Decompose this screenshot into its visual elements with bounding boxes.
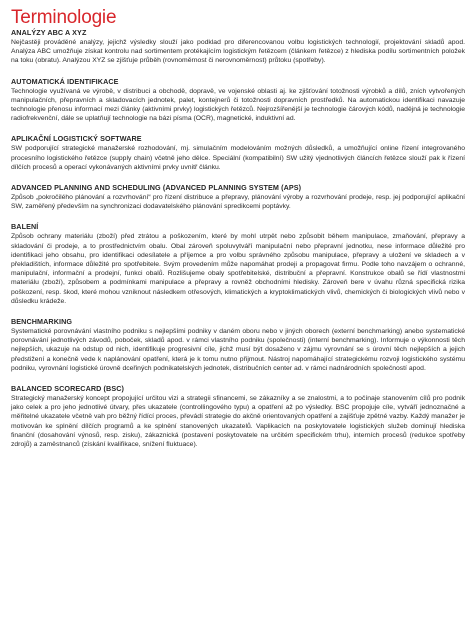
glossary-entry bbox=[11, 28, 465, 66]
entry-term: ANALÝZY ABC A XYZ bbox=[11, 28, 87, 37]
entry-definition: Způsob ochrany materiálu (zboží) před ztrátou a poškozením, které by mohl utrpět nebo způsobit během manipulace, zmaňování, přepravy a skladování či prodeje, a to prostřednictvím obalu. Obal zároveň spoluvytváří manipulační nebo přepravní jednotku, nese informace důležité pro identifikaci jeho obsahu, pro identifikaci odesílatele a příjemce a pro volbu správného způsobu manipulace, přepravy a uložení ve skladech a v překladištích, informace důležité pro spotřebitele. Svým provedením může napomáhat prodeji a propagovat firmu. Podle toho navzájem o ochranné, manipulační, informační a prodejní, funkci obalů. Rozlišujeme obaly spotřebitelské, distribuční a přepravní. Konstrukce obalů se řídí vlastnostmi materiálu (zboží), způsobem a podmínkami manipulace a přepravy a rovněž obchodními hledisky. Zároveň bere v úvahu různá specifická rizika poškození, resp. škod, které mohou vzniknout následkem otřesových, klimatických a kryptoklimatických vlivů, chemických či biologických vlivů nebo v důsledku krádeže. bbox=[11, 233, 465, 305]
entry-term: BENCHMARKING bbox=[11, 317, 73, 327]
entry-definition: SW podporující strategické manažerské rozhodování, mj. simulačním modelováním možných důsledků, a umožňující online řízení integrovaného procesního logistického řetězce (supply chain) včetně jeho dělce. Speciální (kompatibilní) SW užitý vjednotlivých článcích řetězce slouží pak k řízení dílčích procesů a operací vykonávaných aktivními prvky uvnitř článku. bbox=[11, 145, 465, 171]
entry-term: APLIKAČNÍ LOGISTICKÝ SOFTWARE bbox=[11, 134, 142, 144]
glossary-entry bbox=[11, 222, 465, 306]
entry-definition: Technologie využívaná ve výrobě, v distribuci a obchodě, dopravě, ve vojenské oblasti aj. ke zjišťování totožnosti výrobků a dílů, zních vytvořených manipulačních, přepravních a skladovacích jednotek, palet, kontejnerů či totožnosti dopravních prostředků. Na automatickou identifikaci navazuje technologie přenosu informací mezi články (aktivními prvky) logistických řetězců. Nejrozšířenější je technologie čárových kódů, nadějná je technologie radiofrekvenční, dále se uplatňují technologie na bázi písma (OCR), magnetické, induktivní ad. bbox=[11, 87, 465, 123]
entry-term: AUTOMATICKÁ IDENTIFIKACE bbox=[11, 76, 119, 86]
page-title: Terminologie bbox=[11, 7, 117, 28]
entry-definition: Systematické porovnávání vlastního podniku s nejlepšími podniky v daném oboru nebo v jiných oborech (externí benchmarking) anebo systematické porovnávání jednotlivých závodů, poboček, skladů apod. v rámci vlastního podniku (společnosti) (interní benchmarking). Informuje o výkonnosti těch nejlepších, ukazuje na odstup od nich, identifikuje progresivní cíle, jichž musí být dosaženo v zájmu vyrovnání se s úrovní těch nejlepších a jejich předstižení a konečně vede k naplánování opatření, která je k tomu nutno přijmout. Nástroj napomáhající strategickému rozvoji logistického systému podniku, vyrovnání logistické úrovně dceřiných podnikatelských jednotek, distribučních center ad. v rámci nadnárodních společností apod. bbox=[11, 328, 465, 372]
glossary-entry bbox=[11, 134, 465, 172]
entry-term: BALANCED SCORECARD (BSC) bbox=[11, 384, 125, 394]
entry-definition: Způsob „pokročilého plánování a rozvrhování“ pro řízení distribuce a přepravy, plánování výroby a rozvrhování prodeje, resp. jej podporující aplikační SW, zaměřený především na synchronizaci dodavatelského plánování spredikcemi poptávky. bbox=[11, 194, 465, 211]
glossary-entry bbox=[11, 77, 465, 124]
glossary-entry bbox=[11, 317, 465, 373]
entry-term: ADVANCED PLANNING AND SCHEDULING (ADVANCED PLANNING SYSTEM (APS) bbox=[11, 183, 302, 193]
glossary-entry bbox=[11, 183, 465, 211]
glossary-entry bbox=[11, 384, 465, 449]
entry-definition: Strategický manažerský koncept propojující určitou vizi a strategii sfinancemi, se zákazníky a se znalostmi, a to počínaje stanovením cílů pro podnik jako celek a pro jeho jednotlivé útvary, přes ukazatele (controllingového typu) a opatření až po výsledky. BSC propojuje cíle, vytváří jednoznačné a měřitelné ukazatele včetně vah pro běžný řídící proces, převádí strategie do akčně orientovaných opatření a zajišťuje zpětné vazby. Každý manažer je motivován ke splnění dílčích programů a ke splnění stanovených ukazatelů. Vaplikacích na poskytovatele logistických služeb dominují hlediska finanční (dosahování výnosů, resp. zisku), zákaznická (postavení poskytovatele na určitém specifickém trhu), interních procesů (redukce spotřeby zdrojů) a zaměstnanců (získání kvalifikace, snížení fluktuace). bbox=[11, 395, 465, 449]
entry-term: BALENÍ bbox=[11, 222, 39, 232]
entry-definition: Nejčastěji prováděné analýzy, jejichž výsledky slouží jako podklad pro diferencovanou volbu logistických technologií, projektování skladů apod. Analýza ABC umožňuje získat kontrolu nad sortimentem protékajícím logistickým řetězcem (článkem řetězce) z hlediska podílu sortimentních položek na toku (obratu). Analýzou XYZ se zjišťuje průběh (rovnoměrnost či nerovnoměrnost) průtoku (spotřeby). bbox=[11, 39, 465, 65]
